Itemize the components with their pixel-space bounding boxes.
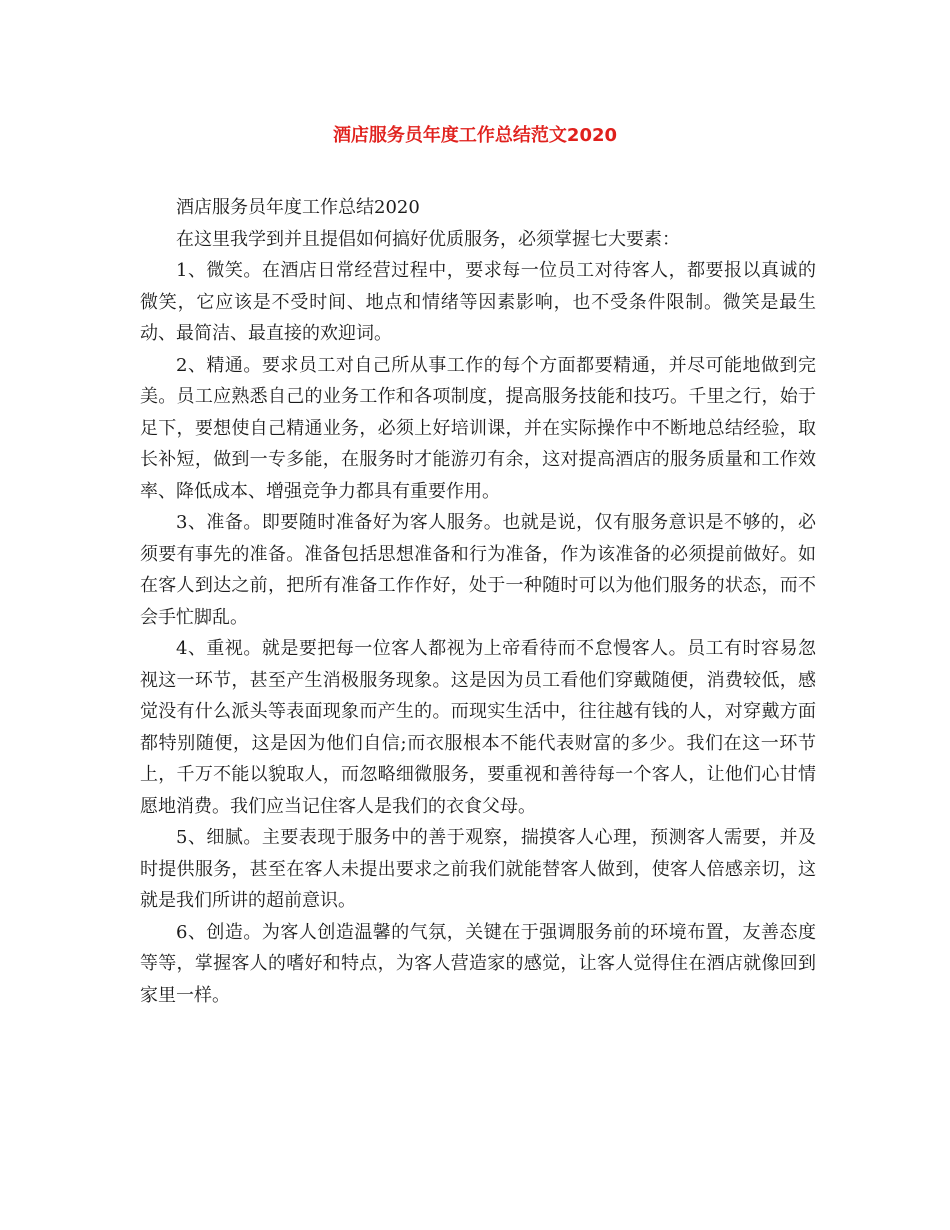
paragraph-meticulous: 5、细腻。主要表现于服务中的善于观察，揣摸客人心理，预测客人需要，并及时提供服务，甚至在客人未提出要求之前我们就能替客人做到，使客人倍感亲切，这就是我们所讲的超前意识。 xyxy=(140,827,816,911)
document-title: 酒店服务员年度工作总结范文2020 xyxy=(332,125,618,146)
paragraph-proficiency: 2、精通。要求员工对自己所从事工作的每个方面都要精通，并尽可能地做到完美。员工应熟悉自己的业务工作和各项制度，提高服务技能和技巧。千里之行，始于足下，要想使自己精通业务，必须上好培训课，并在实际操作中不断地总结经验，取长补短，做到一专多能，在服务时才能游刃有余，这对提高酒店的服务质量和工作效率、降低成本、增强竞争力都具有重要作用。 xyxy=(140,354,816,502)
subtitle-paragraph: 酒店服务员年度工作总结2020 xyxy=(176,197,420,218)
document-body xyxy=(140,192,816,1011)
paragraph-preparation: 3、准备。即要随时准备好为客人服务。也就是说，仅有服务意识是不够的，必须要有事先的准备。准备包括思想准备和行为准备，作为该准备的必须提前做好。如在客人到达之前，把所有准备工作作好，处于一种随时可以为他们服务的状态，而不会手忙脚乱。 xyxy=(140,512,816,628)
intro-paragraph: 在这里我学到并且提倡如何搞好优质服务，必须掌握七大要素： xyxy=(176,228,680,250)
paragraph-attention: 4、重视。就是要把每一位客人都视为上帝看待而不怠慢客人。员工有时容易忽视这一环节，甚至产生消极服务现象。这是因为员工看他们穿戴随便，消费较低，感觉没有什么派头等表面现象而产生的。而现实生活中，往往越有钱的人，对穿戴方面都特别随便，这是因为他们自信;而衣服根本不能代表财富的多少。我们在这一环节上，千万不能以貌取人，而忽略细微服务，要重视和善待每一个客人，让他们心甘情愿地消费。我们应当记住客人是我们的衣食父母。 xyxy=(140,638,816,817)
paragraph-creation: 6、创造。为客人创造温馨的气氛，关键在于强调服务前的环境布置，友善态度等等，掌握客人的嗜好和特点，为客人营造家的感觉，让客人觉得住在酒店就像回到家里一样。 xyxy=(140,921,816,1006)
paragraph-smile: 1、微笑。在酒店日常经营过程中，要求每一位员工对待客人，都要报以真诚的微笑，它应该是不受时间、地点和情绪等因素影响，也不受条件限制。微笑是最生动、最简洁、最直接的欢迎词。 xyxy=(140,260,816,344)
